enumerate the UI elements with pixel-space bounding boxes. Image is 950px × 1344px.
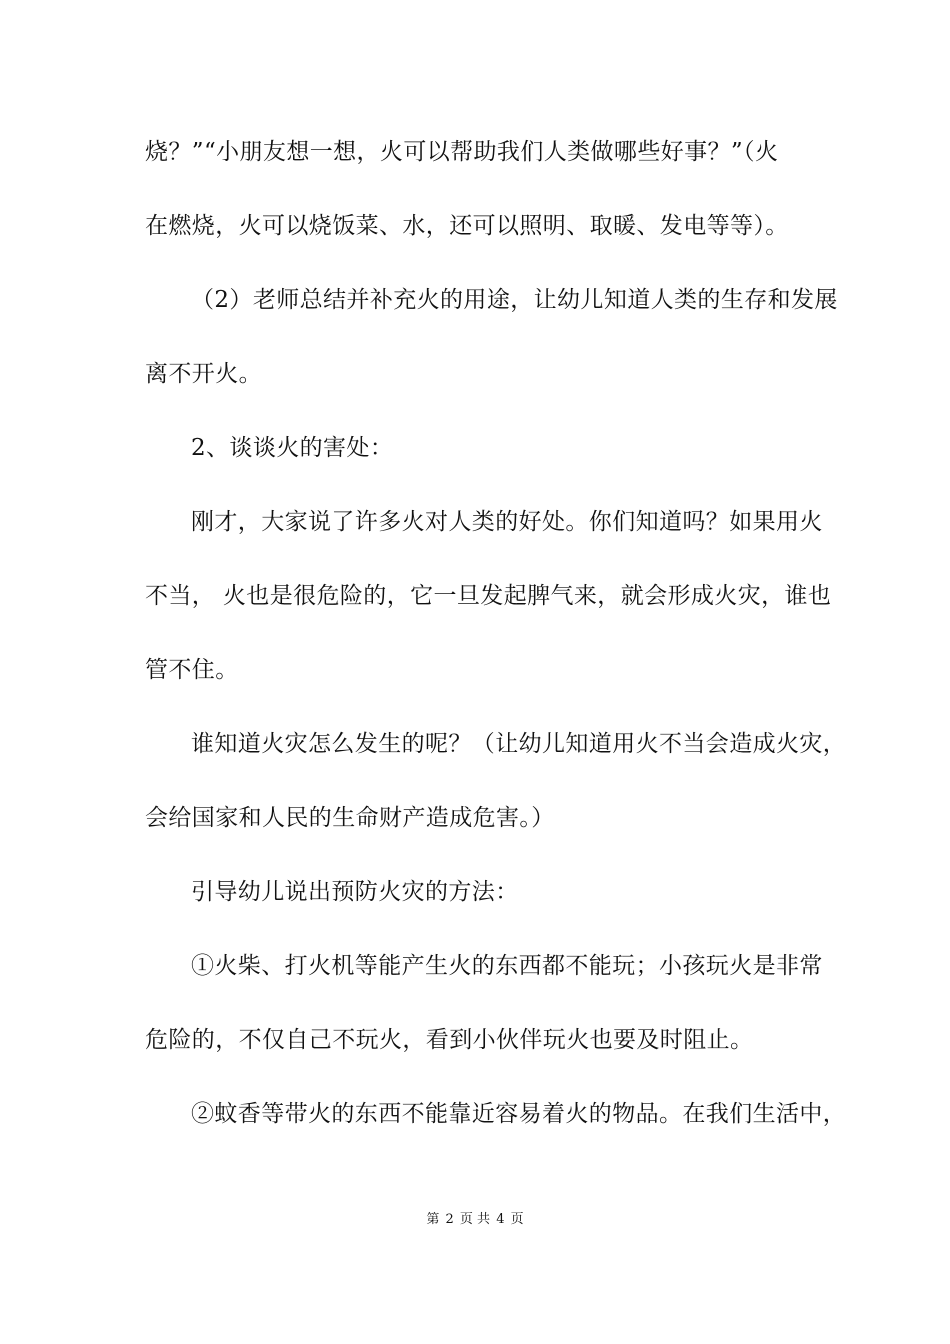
text-line: 在燃烧，火可以烧饭菜、水，还可以照明、取暖、发电等等）。 xyxy=(145,213,789,239)
text-line: 刚才，大家说了许多火对人类的好处。你们知道吗？如果用火 xyxy=(191,509,823,535)
footer-prefix: 第 xyxy=(426,1212,440,1227)
text-line: 管不住。 xyxy=(145,657,239,683)
footer-current-page: 2 xyxy=(445,1212,454,1227)
section-heading: 2、谈谈火的害处： xyxy=(191,435,394,461)
text-line: ①火柴、打火机等能产生火的东西都不能玩；小孩玩火是非常 xyxy=(191,953,823,979)
text-line: ②蚊香等带火的东西不能靠近容易着火的物品。在我们生活中， xyxy=(191,1101,847,1127)
footer-suffix: 页 xyxy=(510,1212,524,1227)
text-line: 烧？”“小朋友想一想，火可以帮助我们人类做哪些好事？”（火 xyxy=(145,139,779,165)
text-line: 不当， 火也是很危险的，它一旦发起脾气来，就会形成火灾，谁也 xyxy=(145,583,832,609)
text-line: 谁知道火灾怎么发生的呢？（让幼儿知道用火不当会造成火灾， xyxy=(191,731,847,757)
page-footer xyxy=(0,1211,950,1229)
footer-total-pages: 4 xyxy=(496,1212,505,1227)
footer-middle: 页 共 xyxy=(459,1212,491,1227)
text-line: 危险的，不仅自己不玩火，看到小伙伴玩火也要及时阻止。 xyxy=(145,1027,754,1053)
text-line: 引导幼儿说出预防火灾的方法： xyxy=(191,879,519,905)
text-line: 会给国家和人民的生命财产造成危害。） xyxy=(145,805,555,831)
text-line: （2）老师总结并补充火的用途，让幼儿知道人类的生存和发展 xyxy=(191,287,838,313)
text-line: 离不开火。 xyxy=(145,361,262,387)
